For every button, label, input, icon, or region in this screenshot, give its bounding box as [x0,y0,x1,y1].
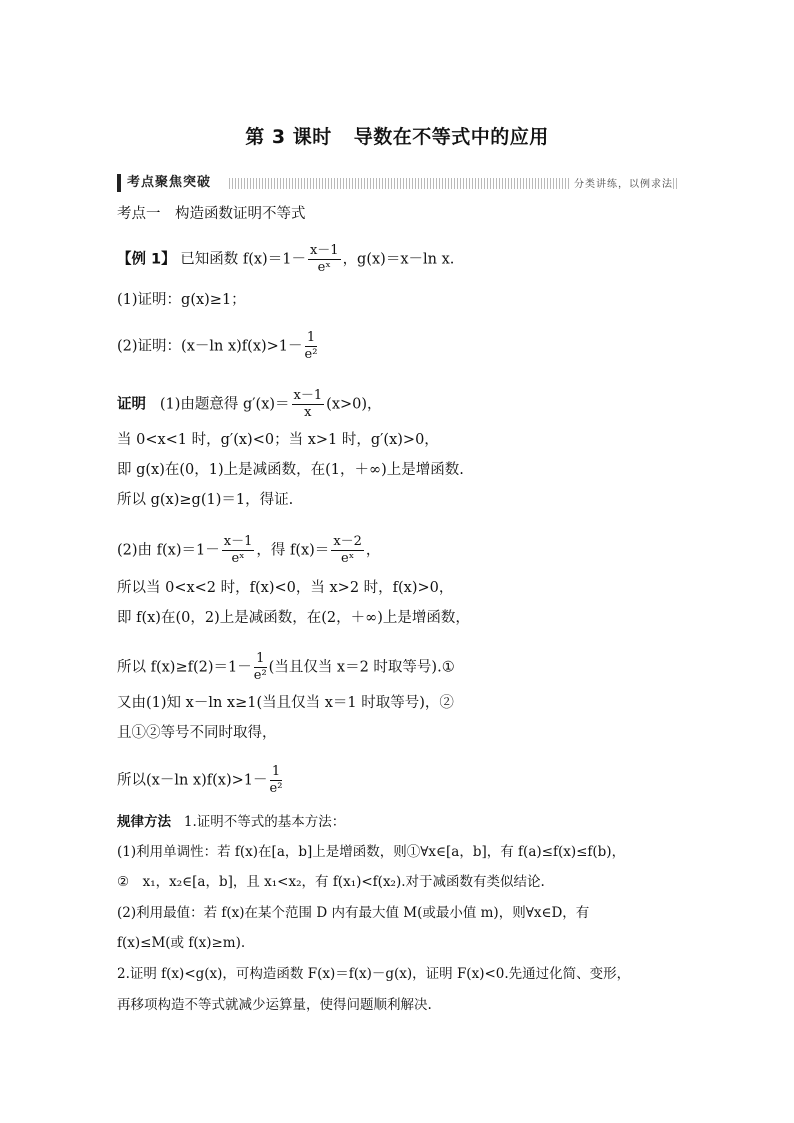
question-1: (1)证明：g(x)≥1； [117,292,246,308]
banner-subtitle: 分类讲练，以例求法 [570,175,673,190]
proof-line-5: (2)由 f(x)＝1－ $\frac{x-1}{\text{eˣ}}$ ，得 f(x)＝ $\frac{x-2}{\text{eˣ}}$ ， [117,534,381,566]
fraction: $\frac{1}{\text{e²}}$ [253,651,267,683]
fraction: $\frac{1}{\text{e²}}$ [269,764,283,796]
title-part2: 导数在不等式中的应用 [353,126,549,148]
proof-line-8: 所以 f(x)≥f(2)＝1－ $\frac{1}{\text{e²}}$ (当且仅当 x＝2 时取等号).① [117,651,455,683]
title-part1: 第 3 课时 [245,126,332,148]
section-heading: 考点一 构造函数证明不等式 [117,206,306,222]
fraction: $\frac{x-1}{\text{eˣ}}$ [309,243,339,275]
example-stem: 【例 1】 已知函数 f(x)＝1－ $\frac{x-1}{\text{eˣ}}$ ，g(x)＝x－ln x. [117,243,455,275]
fraction: $\frac{x-2}{\text{eˣ}}$ [333,534,362,566]
banner-tag: 考点聚焦突破 [117,174,219,192]
proof-line-1: 证明 (1)由题意得 g′(x)＝ $\frac{x-1}{x}$ (x>0)， [117,388,382,420]
proof-line-2: 当 0<x<1 时，g′(x)<0；当 x>1 时，g′(x)>0， [117,432,439,448]
method-line-2: (1)利用单调性：若 f(x)在[a，b]上是增函数，则①∀x∈[a，b]，有 f(a)≤f(x)≤f(b)， [117,844,626,860]
proof-line-6: 所以当 0<x<2 时，f(x)<0，当 x>2 时，f(x)>0， [117,580,454,596]
proof-line-3: 即 g(x)在(0，1)上是减函数，在(1，＋∞)上是增函数. [117,462,464,478]
proof-line-11: 所以(x－ln x)f(x)>1－ $\frac{1}{\text{e²}}$ [117,764,283,796]
method-heading: 规律方法 1.证明不等式的基本方法： [117,814,346,830]
method-line-7: 再移项构造不等式就减少运算量，使得问题顺利解决. [117,997,432,1013]
fraction: $\frac{1}{\text{e²}}$ [304,330,318,362]
method-line-3: ② x₁，x₂∈[a，b]，且 x₁<x₂，有 f(x₁)<f(x₂).对于减函数有类似结论. [117,874,545,890]
proof-label: 证明 [117,396,146,413]
example-label: 【例 1】 [117,251,176,268]
proof-line-9: 又由(1)知 x－ln x≥1(当且仅当 x＝1 时取等号)，② [117,695,454,711]
method-line-4: (2)利用最值：若 f(x)在某个范围 D 内有最大值 M(或最小值 m)，则∀x∈D，有 [117,905,590,921]
method-line-6: 2.证明 f(x)<g(x)，可构造函数 F(x)＝f(x)－g(x)，证明 F(x)<0.先通过化简、变形， [117,966,631,982]
method-label: 规律方法 [117,814,171,830]
fraction: $\frac{x-1}{x}$ [293,388,323,420]
proof-line-4: 所以 g(x)≥g(1)＝1，得证. [117,492,294,508]
proof-line-10: 且①②等号不同时取得， [117,725,277,741]
proof-line-7: 即 f(x)在(0，2)上是减函数，在(2，＋∞)上是增函数， [117,610,470,626]
page-title [0,122,794,149]
fraction: $\frac{x-1}{\text{eˣ}}$ [223,534,253,566]
section-banner [117,174,677,192]
method-line-5: f(x)≤M(或 f(x)≥m). [117,935,246,951]
question-2: (2)证明：(x－ln x)f(x)>1－ $\frac{1}{\text{e²}}$ [117,330,318,362]
